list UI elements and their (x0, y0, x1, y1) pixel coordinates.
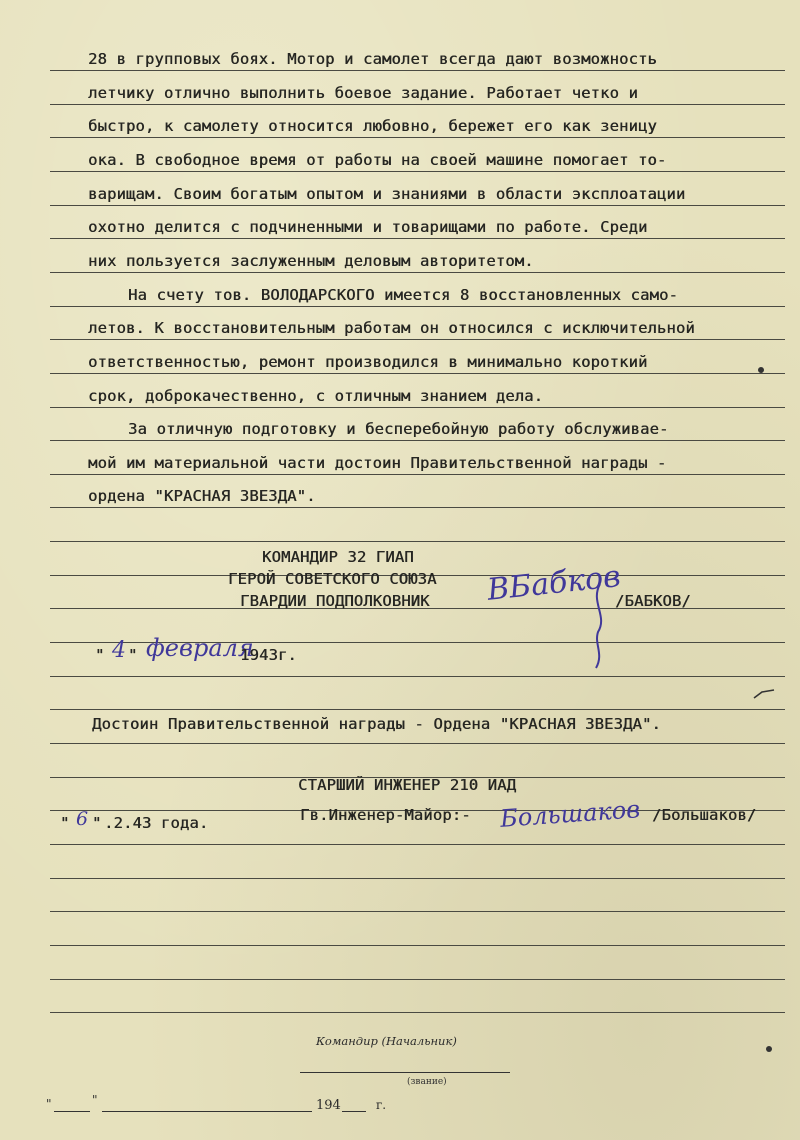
ruled-line (50, 541, 785, 542)
ruled-line (50, 1012, 785, 1013)
ruled-line (50, 844, 785, 845)
form-date-year: 194 (316, 1098, 341, 1113)
engineer-date-quote-close: " (92, 814, 102, 832)
form-date-quote-open: " (46, 1097, 52, 1111)
commander-signature: ВБабков (485, 559, 623, 608)
ruled-line (50, 440, 785, 441)
body-line: На счету тов. ВОЛОДАРСКОГО имеется 8 восстановленных само- (128, 286, 678, 304)
body-line: ока. В свободное время от работы на своей машине помогает то- (88, 151, 667, 169)
ruled-line (50, 272, 785, 273)
ruled-line (50, 878, 785, 879)
form-date-suffix: г. (376, 1098, 387, 1112)
margin-mark (758, 367, 764, 373)
engineer-name: /Большаков/ (652, 806, 757, 824)
ruled-line (50, 743, 785, 744)
form-rank-label: (звание) (407, 1077, 447, 1087)
body-line: мой им материальной части достоин Правительственной награды - (88, 454, 667, 472)
ruled-line (50, 171, 785, 172)
form-day-blank (54, 1111, 90, 1112)
ruled-line (50, 205, 785, 206)
form-year-blank (342, 1111, 366, 1112)
ruled-line (50, 373, 785, 374)
ruled-line (50, 104, 785, 105)
ruled-line (50, 306, 785, 307)
body-line: ответственностью, ремонт производился в минимально короткий (88, 353, 648, 371)
ruled-line (50, 339, 785, 340)
engineer-title: СТАРШИЙ ИНЖЕНЕР 210 ИАД (298, 776, 517, 794)
body-line: них пользуется заслуженным деловым авторитетом. (88, 252, 534, 270)
date-day: 4 (112, 638, 126, 663)
ruled-line (50, 979, 785, 980)
engineer-rank: Гв.Инженер-Майор:- (300, 806, 471, 824)
ruled-line (50, 407, 785, 408)
body-line: летчику отлично выполнить боевое задание. Работает четко и (88, 84, 638, 102)
engineer-date-quote-open: " (60, 814, 70, 832)
body-line: варищам. Своим богатым опытом и знаниями в области эксплоатации (88, 185, 686, 203)
ruled-line (50, 70, 785, 71)
engineer-date-day: 6 (76, 808, 89, 830)
ruled-line (50, 945, 785, 946)
engineer-signature: Большаков (499, 795, 642, 833)
conclusion-line: Достоин Правительственной награды - Ордена "КРАСНАЯ ЗВЕЗДА". (92, 715, 661, 733)
ruled-line (50, 676, 785, 677)
ruled-line (50, 507, 785, 508)
ruled-line (50, 709, 785, 710)
rank-blank-line (300, 1072, 510, 1073)
commander-hero-title: ГЕРОЙ СОВЕТСКОГО СОЮЗА (228, 570, 437, 588)
commander-name: /БАБКОВ/ (615, 592, 691, 610)
date-month: февраля (146, 634, 254, 662)
date-open-quote: " (95, 646, 105, 664)
body-line: срок, доброкачественно, с отличным знанием дела. (88, 387, 544, 405)
date-year: 1943г. (240, 646, 297, 664)
engineer-date: .2.43 года. (104, 814, 209, 832)
margin-mark (766, 1046, 772, 1052)
ruled-line (50, 911, 785, 912)
commander-rank: ГВАРДИИ ПОДПОЛКОВНИК (240, 592, 430, 610)
body-line: 28 в групповых боях. Мотор и самолет всегда дают возможность (88, 50, 657, 68)
ruled-line (50, 137, 785, 138)
form-month-blank (102, 1111, 312, 1112)
date-close-quote: " (128, 646, 138, 664)
form-date-quote-close: " (92, 1093, 98, 1107)
margin-check-icon (752, 688, 776, 706)
body-line: охотно делится с подчиненными и товарищами по работе. Среди (88, 218, 648, 236)
body-line: быстро, к самолету относится любовно, бережет его как зеницу (88, 117, 657, 135)
form-commander-label: Командир (Начальник) (316, 1034, 457, 1048)
ruled-line (50, 474, 785, 475)
body-line: За отличную подготовку и бесперебойную работу обслуживае- (128, 420, 669, 438)
ruled-line (50, 238, 785, 239)
body-line: ордена "КРАСНАЯ ЗВЕЗДА". (88, 487, 316, 505)
commander-title: КОМАНДИР 32 ГИАП (262, 548, 414, 566)
body-line: летов. К восстановительным работам он относился с исключительной (88, 319, 695, 337)
